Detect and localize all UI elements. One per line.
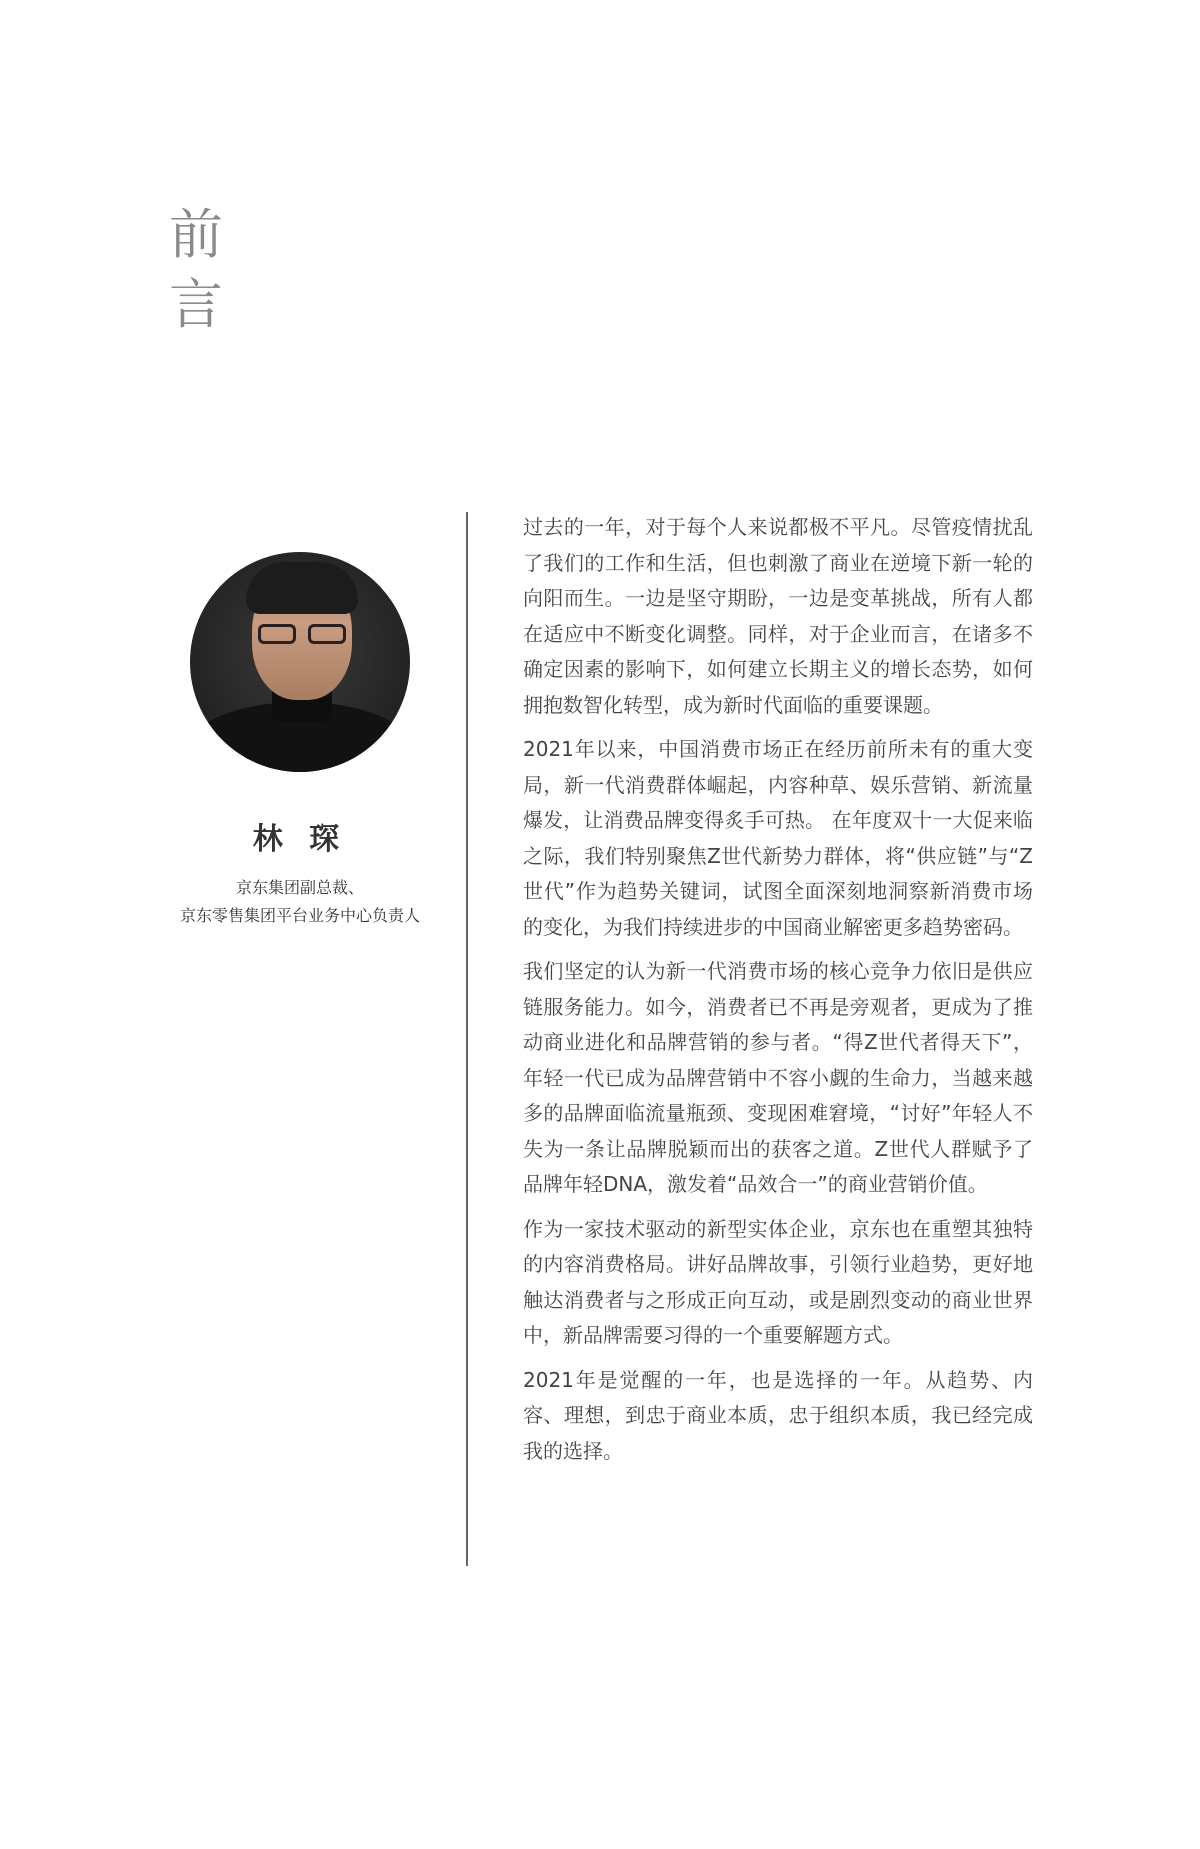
vertical-divider <box>466 512 468 1566</box>
author-name: 林 琛 <box>252 822 348 857</box>
heading-char-2: 言 <box>169 273 223 336</box>
avatar-glasses <box>254 624 350 644</box>
glasses-lens-left <box>258 624 296 644</box>
paragraph-1: 过去的一年，对于每个人来说都极不平凡。尽管疫情扰乱了我们的工作和生活，但也刺激了商业在逆境下新一轮的向阳而生。一边是坚守期盼，一边是变革挑战，所有人都在适应中不断变化调整。同样，对于企业而言，在诸多不确定因素的影响下，如何建立长期主义的增长态势，如何拥抱数智化转型，成为新时代面临的重要课题。 <box>523 515 1033 717</box>
paragraph-4: 作为一家技术驱动的新型实体企业，京东也在重塑其独特的内容消费格局。讲好品牌故事，引领行业趋势，更好地触达消费者与之形成正向互动，或是剧烈变动的商业世界中，新品牌需要习得的一个重要解题方式。 <box>523 1216 1033 1347</box>
heading-char-1: 前 <box>169 203 223 266</box>
glasses-lens-right <box>308 624 346 644</box>
avatar-hair <box>246 562 358 614</box>
page-heading <box>166 200 226 340</box>
author-title-line-2: 京东零售集团平台业务中心负责人 <box>179 906 420 925</box>
author-title-line-1: 京东集团副总裁、 <box>235 878 364 897</box>
paragraph-2: 2021年以来，中国消费市场正在经历前所未有的重大变局，新一代消费群体崛起，内容种草、娱乐营销、新流量爆发，让消费品牌变得炙手可热。 在年度双十一大促来临之际，我们特别聚焦Z世代新势力群体，将“供应链”与“Z世代”作为趋势关键词，试图全面深刻地洞察新消费市场的变化，为我们持续进步的中国商业解密更多趋势密码。 <box>523 737 1033 939</box>
paragraph-5: 2021年是觉醒的一年，也是选择的一年。从趋势、内容、理想，到忠于商业本质，忠于组织本质，我已经完成我的选择。 <box>523 1367 1033 1463</box>
preface-body <box>523 510 1033 1478</box>
paragraph-3: 我们坚定的认为新一代消费市场的核心竞争力依旧是供应链服务能力。如今，消费者已不再是旁观者，更成为了推动商业进化和品牌营销的参与者。“得Z世代者得天下”，年轻一代已成为品牌营销中不容小觑的生命力，当越来越多的品牌面临流量瓶颈、变现困难窘境，“讨好”年轻人不失为一条让品牌脱颖而出的获客之道。Z世代人群赋予了品牌年轻DNA，激发着“品效合一”的商业营销价值。 <box>523 959 1033 1196</box>
author-avatar <box>190 552 410 772</box>
author-profile <box>160 552 440 930</box>
